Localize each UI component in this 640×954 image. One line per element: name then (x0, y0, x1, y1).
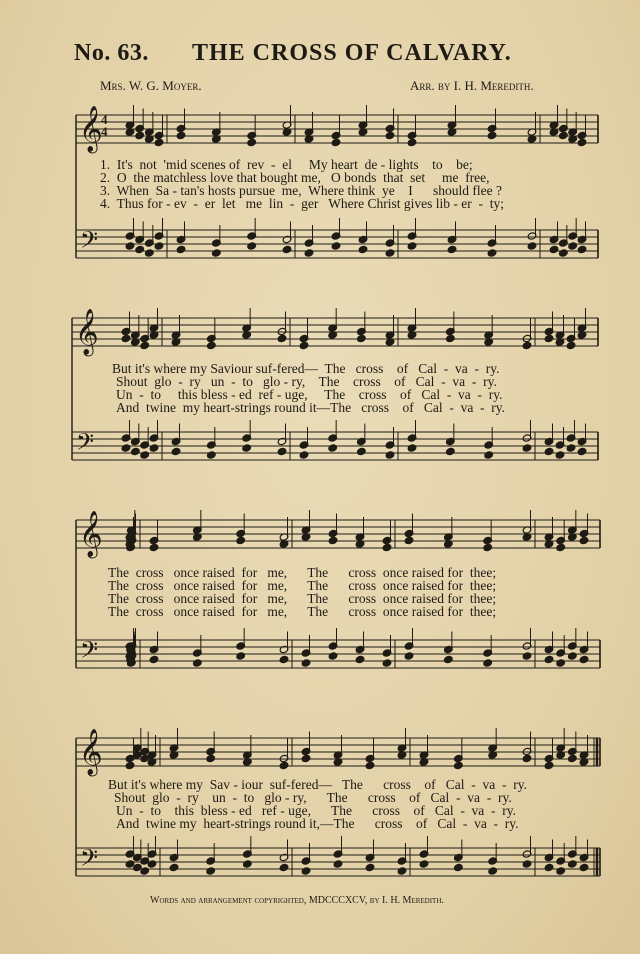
lyric-line: Un - to this bless - ed ref - uge, The cross of Cal - va - ry. (116, 803, 517, 818)
note-head (247, 242, 257, 250)
note-head (579, 655, 589, 663)
note-head (282, 245, 292, 253)
note-head (454, 863, 464, 871)
note-head (566, 444, 576, 452)
note-head (527, 242, 537, 250)
lyric-line: Shout glo - ry un - to glo - ry, The cross of Cal - va - ry. (116, 374, 497, 389)
note-head (279, 863, 289, 871)
note-head (125, 242, 135, 250)
bass-clef-icon: 𝄢 (76, 428, 95, 461)
note-head (328, 652, 338, 660)
note-head (207, 341, 217, 349)
time-signature-top: 4 (101, 112, 108, 127)
note-head (355, 655, 365, 663)
note-head (522, 652, 532, 660)
note-head (176, 131, 186, 139)
note-head (277, 334, 287, 342)
arranger-credit: Arr. by I. H. Meredith. (410, 78, 534, 93)
note-head (193, 659, 203, 667)
note-head (328, 444, 338, 452)
note-head (328, 536, 338, 544)
note-head (365, 863, 375, 871)
bass-clef-icon: 𝄢 (80, 226, 99, 259)
note-head (140, 451, 150, 459)
lyric-line: 3. When Sa - tan's hosts pursue me, Where think ye I should flee ? (100, 183, 502, 198)
note-head (483, 659, 493, 667)
note-head (568, 652, 578, 660)
note-head (559, 249, 569, 257)
note-head (207, 451, 217, 459)
lyric-line: 4. Thus for - ev - er let me lin - ger Where Christ gives lib - er - ty; (100, 196, 505, 211)
note-head (277, 447, 287, 455)
note-head (121, 334, 131, 342)
treble-clef-icon: 𝄞 (79, 729, 103, 775)
note-head (279, 761, 289, 769)
note-head (301, 754, 311, 762)
note-head (301, 659, 311, 667)
time-signature-bottom: 4 (101, 124, 108, 139)
note-head (446, 447, 456, 455)
note-head (483, 543, 493, 551)
note-head (301, 867, 311, 875)
note-head (154, 138, 164, 146)
note-head (140, 341, 150, 349)
treble-clef-icon: 𝄞 (75, 309, 99, 355)
note-head (577, 138, 587, 146)
lyric-line: 1. It's not 'mid scenes of rev - el My heart de - lights to be; (100, 157, 473, 172)
note-head (404, 652, 414, 660)
note-head (446, 334, 456, 342)
note-head (522, 754, 532, 762)
note-head (135, 245, 145, 253)
note-head (549, 245, 559, 253)
note-head (212, 249, 222, 257)
note-head (171, 447, 181, 455)
note-head (176, 245, 186, 253)
note-head (397, 867, 407, 875)
lyric-line: But it's where my Saviour suf-fered— The cross of Cal - va - ry. (112, 361, 500, 376)
note-head (169, 863, 179, 871)
note-head (358, 245, 368, 253)
bass-clef-icon: 𝄢 (80, 844, 99, 877)
note-head (357, 447, 367, 455)
note-head (579, 863, 589, 871)
note-head (243, 860, 253, 868)
note-head (556, 543, 566, 551)
note-head (522, 341, 532, 349)
note-head (407, 242, 417, 250)
lyric-line: But it's where my Sav - iour suf-fered— The cross of Cal - va - ry. (108, 777, 527, 792)
note-head (385, 451, 395, 459)
lyric-line: And twine my heart-strings round it,—The cross of Cal - va - ry. (116, 816, 519, 831)
note-head (279, 655, 289, 663)
note-head (454, 761, 464, 769)
note-head (145, 249, 155, 257)
note-head (299, 451, 309, 459)
note-head (365, 761, 375, 769)
lyricist-credit: Mrs. W. G. Moyer. (100, 78, 202, 93)
note-head (385, 131, 395, 139)
note-head (149, 655, 159, 663)
note-head (419, 860, 429, 868)
note-head (556, 659, 566, 667)
lyric-line: Un - to this bless - ed ref - uge, The cross of Cal - va - ry. (116, 387, 503, 402)
note-head (577, 447, 587, 455)
note-head (357, 334, 367, 342)
note-head (447, 245, 457, 253)
note-head (568, 754, 578, 762)
note-head (247, 138, 257, 146)
note-head (121, 444, 131, 452)
note-head (487, 249, 497, 257)
note-head (444, 655, 454, 663)
note-head (544, 863, 554, 871)
note-head (154, 242, 164, 250)
note-head (577, 245, 587, 253)
lyric-line: 2. O the matchless love that bought me, O bonds that set me free, (100, 170, 490, 185)
note-head (299, 341, 309, 349)
note-head (382, 659, 392, 667)
note-head (568, 242, 578, 250)
note-head (488, 867, 498, 875)
copyright-footer: Words and arrangement copyrighted, MDCCCXCV, by I. H. Meredith. (150, 895, 444, 906)
note-head (544, 761, 554, 769)
hymn-number: No. 63. (74, 40, 149, 66)
note-head (385, 249, 395, 257)
note-head (544, 655, 554, 663)
note-head (206, 754, 216, 762)
note-head (331, 242, 341, 250)
note-head (522, 444, 532, 452)
lyric-line: The cross once raised for me, The cross once raised for thee; (108, 578, 497, 593)
note-head (206, 867, 216, 875)
note-head (487, 131, 497, 139)
note-head (566, 341, 576, 349)
note-head (236, 536, 246, 544)
note-head (556, 867, 566, 875)
note-head (484, 451, 494, 459)
note-head (522, 860, 532, 868)
note-head (559, 131, 569, 139)
note-head (382, 543, 392, 551)
note-head (555, 451, 565, 459)
note-head (331, 138, 341, 146)
note-head (131, 447, 141, 455)
note-head (242, 444, 252, 452)
note-head (544, 447, 554, 455)
note-head (125, 761, 135, 769)
note-head (149, 444, 159, 452)
note-head (236, 652, 246, 660)
treble-clef-icon: 𝄞 (79, 511, 103, 557)
bass-clef-icon: 𝄢 (80, 636, 99, 669)
note-head (407, 444, 417, 452)
note-head (404, 536, 414, 544)
treble-clef-icon: 𝄞 (79, 106, 103, 152)
lyric-line: Shout glo - ry un - to glo - ry, The cross of Cal - va - ry. (114, 790, 512, 805)
lyric-line: The cross once raised for me, The cross once raised for thee; (108, 604, 497, 619)
note-head (135, 131, 145, 139)
note-head (544, 334, 554, 342)
lyric-line: And twine my heart-strings round it—The cross of Cal - va - ry. (116, 400, 506, 415)
lyric-line: The cross once raised for me, The cross once raised for thee; (108, 591, 497, 606)
note-head (579, 536, 589, 544)
note-head (407, 138, 417, 146)
note-head (568, 860, 578, 868)
hymn-title: THE CROSS OF CALVARY. (192, 40, 512, 66)
note-head (149, 543, 159, 551)
note-head (304, 249, 314, 257)
lyric-line: The cross once raised for me, The cross once raised for thee; (108, 565, 497, 580)
note-head (333, 860, 343, 868)
